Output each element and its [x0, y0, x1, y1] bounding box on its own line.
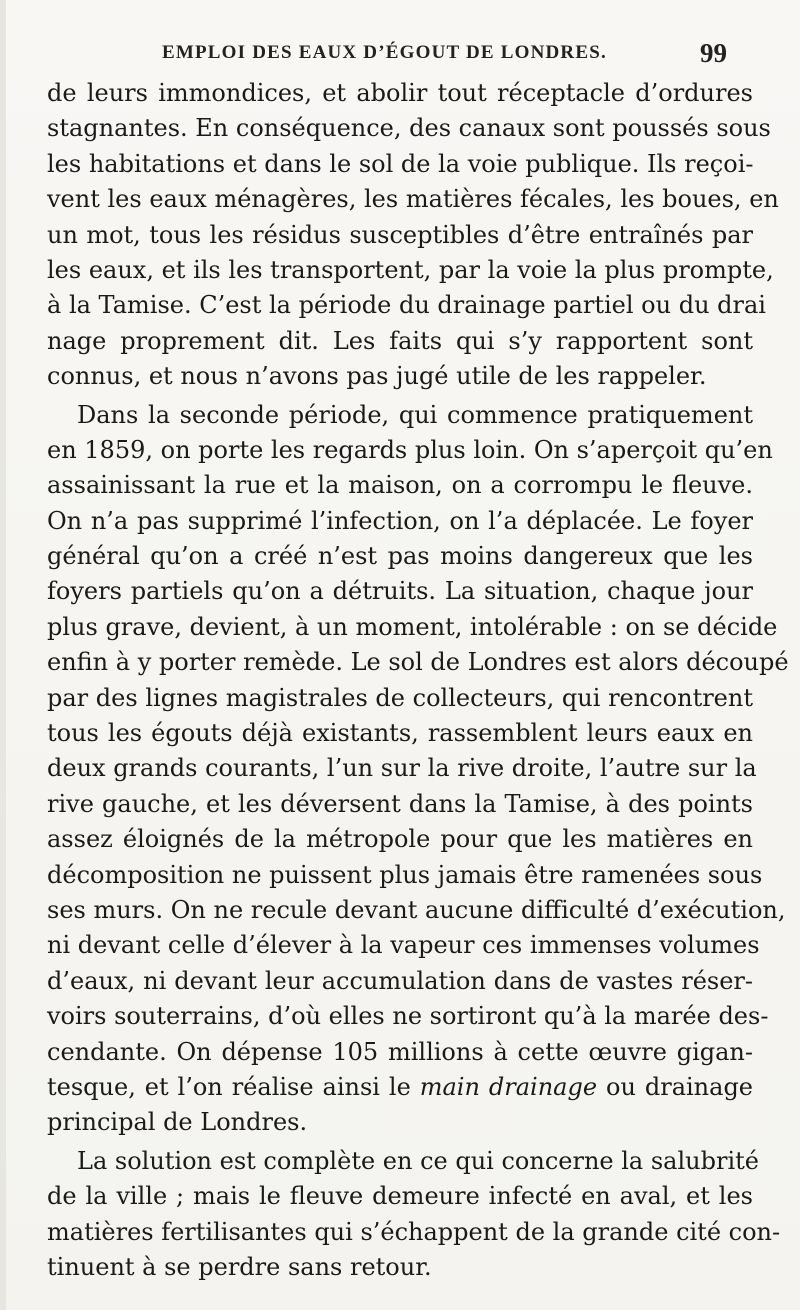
- text-line: stagnantes. En conséquence, des canaux sont poussés sous: [47, 114, 771, 143]
- text-line: à la Tamise. C’est la période du drainage partiel ou du drai: [47, 291, 766, 320]
- text-line: deux grands courants, l’un sur la rive droite, l’autre sur la: [47, 754, 757, 783]
- paragraph-1: [47, 76, 779, 395]
- text-line: La solution est complète en ce qui concerne la salubrité: [77, 1146, 759, 1175]
- text-line: par des lignes magistrales de collecteurs, qui rencontrent: [47, 683, 753, 712]
- text-line: enfin à y porter remède. Le sol de Londres est alors découpé: [47, 648, 789, 677]
- text-line: de la ville ; mais le fleuve demeure infecté en aval, et les: [47, 1182, 753, 1211]
- page-edge: [0, 0, 6, 1310]
- text-line: principal de Londres.: [47, 1108, 308, 1137]
- text-line: tous les égouts déjà existants, rassemblent leurs eaux en: [47, 719, 753, 748]
- page-header: [0, 38, 800, 74]
- text-line: ses murs. On ne recule devant aucune difficulté d’exécution,: [47, 895, 786, 924]
- text-line: en 1859, on porte les regards plus loin. On s’aperçoit qu’en: [47, 435, 773, 464]
- page-number: 99: [700, 38, 727, 68]
- text-span: ou drainage: [606, 1072, 754, 1101]
- text-line: vent les eaux ménagères, les matières fécales, les boues, en: [47, 185, 779, 214]
- text-line: cendante. On dépense 105 millions à cette œuvre gigan-: [47, 1037, 753, 1066]
- text-line: On n’a pas supprimé l’infection, on l’a déplacée. Le foyer: [47, 506, 753, 535]
- paragraph-3: [47, 1144, 781, 1286]
- body-text: [47, 76, 789, 1285]
- text-line: nage proprement dit. Les faits qui s’y rapportent sont: [47, 326, 753, 355]
- text-line: les habitations et dans le sol de la voie publique. Ils reçoi-: [47, 149, 754, 178]
- paragraph-2: [47, 398, 789, 1141]
- text-line: décomposition ne puissent plus jamais être ramenées sous: [47, 860, 763, 889]
- text-line: ni devant celle d’élever à la vapeur ces immenses volumes: [47, 931, 760, 960]
- text-line-with-italic: [47, 1070, 753, 1105]
- text-line: rive gauche, et les déversent dans la Tamise, à des points: [47, 789, 753, 818]
- text-line: les eaux, et ils les transportent, par la voie la plus prompte,: [47, 255, 774, 284]
- text-line: d’eaux, ni devant leur accumulation dans de vastes réser-: [47, 966, 753, 995]
- text-line: connus, et nous n’avons pas jugé utile de les rappeler.: [47, 362, 707, 391]
- text-line: voirs souterrains, d’où elles ne sortiront qu’à la marée des-: [47, 1002, 769, 1031]
- text-line: foyers partiels qu’on a détruits. La situation, chaque jour: [47, 577, 753, 606]
- text-line: un mot, tous les résidus susceptibles d’être entraînés par: [47, 220, 753, 249]
- text-line: matières fertilisantes qui s’échappent de la grande cité con-: [47, 1217, 781, 1246]
- text-line: de leurs immondices, et abolir tout réceptacle d’ordures: [47, 79, 753, 107]
- text-line: général qu’on a créé n’est pas moins dangereux que les: [47, 542, 753, 571]
- text-span: tesque, et l’on réalise ainsi le: [47, 1072, 411, 1101]
- italic-term: main drainage: [419, 1072, 598, 1101]
- text-line: Dans la seconde période, qui commence pratiquement: [77, 400, 753, 429]
- running-title: EMPLOI DES EAUX D’ÉGOUT DE LONDRES.: [162, 42, 607, 63]
- text-line: assainissant la rue et la maison, on a corrompu le fleuve.: [47, 471, 753, 500]
- text-line: assez éloignés de la métropole pour que les matières en: [47, 825, 753, 854]
- text-line: plus grave, devient, à un moment, intolérable : on se décide: [47, 612, 778, 641]
- text-line: tinuent à se perdre sans retour.: [47, 1252, 432, 1281]
